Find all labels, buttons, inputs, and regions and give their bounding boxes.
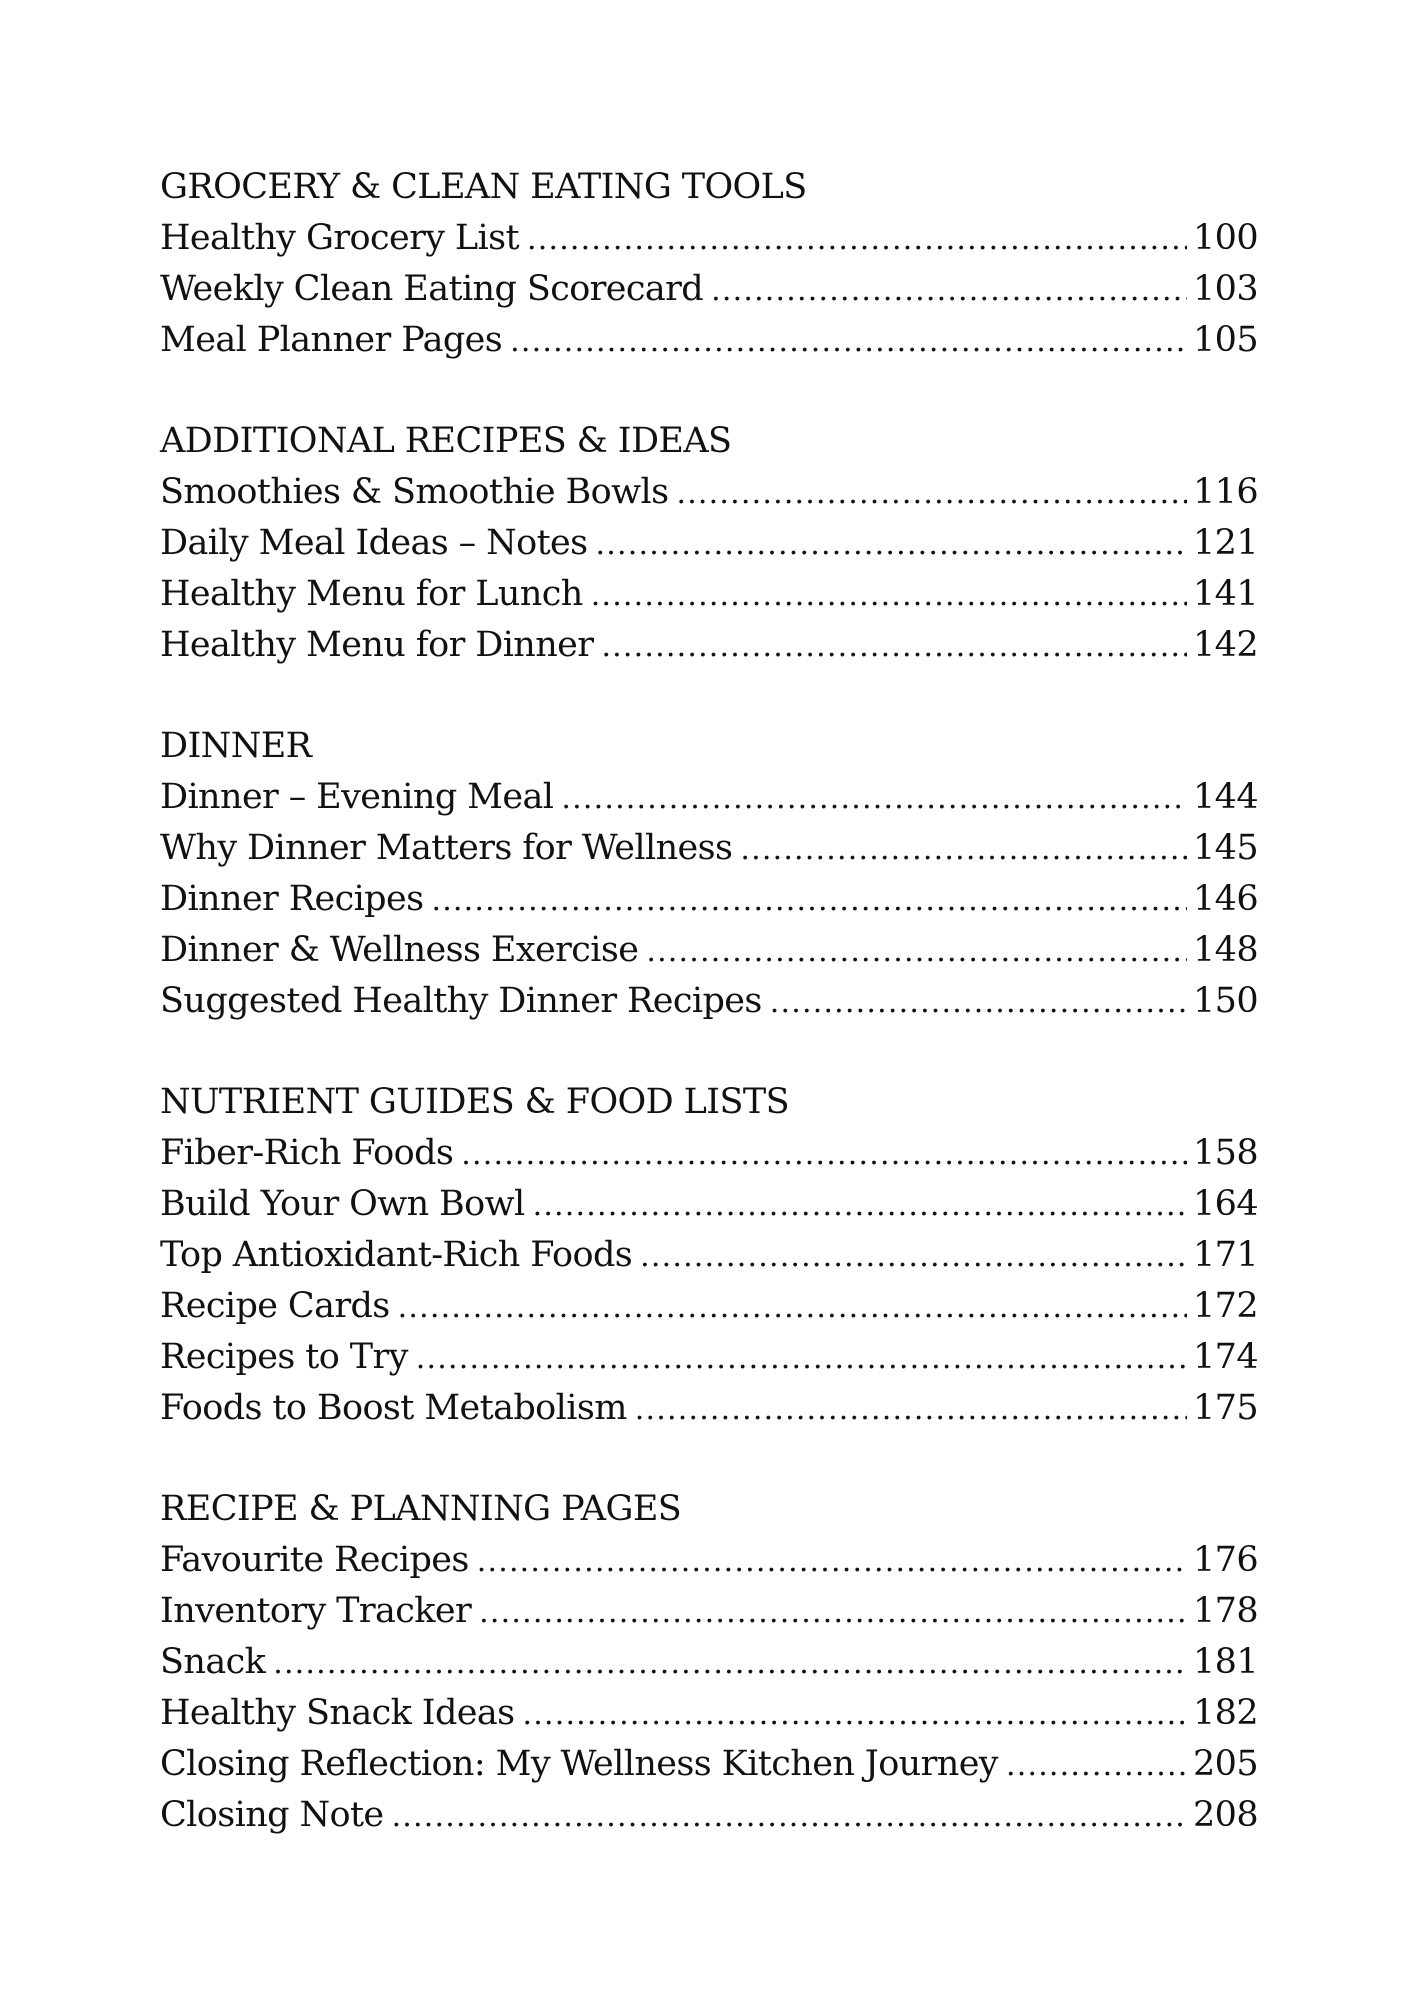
entry-title: Build Your Own Bowl (160, 1184, 525, 1224)
toc-entry[interactable] (160, 1128, 1259, 1179)
entry-page-number: 103 (1193, 269, 1259, 309)
entry-page-number: 158 (1193, 1133, 1259, 1173)
entry-page-number: 141 (1193, 574, 1259, 614)
dot-leader (523, 1689, 1188, 1740)
toc-entry[interactable] (160, 1383, 1259, 1434)
dot-leader (527, 214, 1187, 265)
dot-leader (431, 875, 1187, 926)
entry-title: Healthy Snack Ideas (160, 1693, 515, 1733)
entry-title: Smoothies & Smoothie Bowls (160, 472, 669, 512)
entry-title: Daily Meal Ideas – Notes (160, 523, 588, 563)
dot-leader (1006, 1740, 1187, 1791)
entry-title: Inventory Tracker (160, 1591, 472, 1631)
dot-leader (461, 1129, 1187, 1180)
section-heading: DINNER (160, 726, 312, 766)
entry-page-number: 100 (1193, 218, 1259, 258)
entry-title: Favourite Recipes (160, 1540, 469, 1580)
entry-title: Healthy Menu for Dinner (160, 625, 594, 665)
entry-page-number: 146 (1193, 879, 1259, 919)
toc-entry[interactable] (160, 518, 1259, 569)
toc-entry[interactable] (160, 1230, 1259, 1281)
entry-title: Healthy Menu for Lunch (160, 574, 583, 614)
dot-leader (273, 1638, 1187, 1689)
entry-page-number: 116 (1193, 472, 1259, 512)
entry-page-number: 181 (1193, 1642, 1259, 1682)
entry-page-number: 205 (1193, 1744, 1259, 1784)
dot-leader (601, 621, 1187, 672)
toc-section-recipe-planning (160, 1484, 1259, 1841)
entry-page-number: 145 (1193, 828, 1259, 868)
toc-entry[interactable] (160, 1179, 1259, 1230)
toc-section-grocery (160, 162, 1259, 366)
section-heading: GROCERY & CLEAN EATING TOOLS (160, 167, 807, 207)
entry-page-number: 121 (1193, 523, 1259, 563)
toc-entry[interactable] (160, 620, 1259, 671)
toc-entry[interactable] (160, 1586, 1259, 1637)
entry-title: Suggested Healthy Dinner Recipes (160, 981, 762, 1021)
entry-title: Dinner Recipes (160, 879, 424, 919)
toc-entry[interactable] (160, 976, 1259, 1027)
entry-title: Foods to Boost Metabolism (160, 1388, 627, 1428)
toc-entry[interactable] (160, 264, 1259, 315)
toc-entry[interactable] (160, 213, 1259, 264)
entry-page-number: 144 (1193, 777, 1259, 817)
dot-leader (711, 265, 1187, 316)
toc-entry[interactable] (160, 1790, 1259, 1841)
entry-title: Closing Note (160, 1795, 384, 1835)
dot-leader (740, 824, 1187, 875)
toc-entry[interactable] (160, 569, 1259, 620)
entry-title: Top Antioxidant-Rich Foods (160, 1235, 633, 1275)
entry-title: Snack (160, 1642, 266, 1682)
dot-leader (479, 1587, 1187, 1638)
entry-page-number: 142 (1193, 625, 1259, 665)
toc-entry[interactable] (160, 315, 1259, 366)
entry-page-number: 208 (1193, 1795, 1259, 1835)
section-heading: NUTRIENT GUIDES & FOOD LISTS (160, 1082, 789, 1122)
dot-leader (561, 773, 1187, 824)
section-heading: RECIPE & PLANNING PAGES (160, 1489, 682, 1529)
dot-leader (591, 570, 1187, 621)
entry-page-number: 148 (1193, 930, 1259, 970)
entry-page-number: 174 (1193, 1337, 1259, 1377)
toc-entry[interactable] (160, 1281, 1259, 1332)
entry-title: Recipe Cards (160, 1286, 390, 1326)
entry-title: Fiber-Rich Foods (160, 1133, 454, 1173)
dot-leader (596, 519, 1187, 570)
dot-leader (676, 468, 1187, 519)
dot-leader (510, 316, 1187, 367)
entry-page-number: 105 (1193, 320, 1259, 360)
entry-title: Healthy Grocery List (160, 218, 519, 258)
toc-entry[interactable] (160, 1535, 1259, 1586)
entry-page-number: 176 (1193, 1540, 1259, 1580)
dot-leader (398, 1282, 1187, 1333)
dot-leader (533, 1180, 1187, 1231)
toc-entry[interactable] (160, 467, 1259, 518)
entry-title: Dinner – Evening Meal (160, 777, 554, 817)
entry-title: Why Dinner Matters for Wellness (160, 828, 733, 868)
toc-entry[interactable] (160, 1637, 1259, 1688)
toc-entry[interactable] (160, 1739, 1259, 1790)
entry-page-number: 178 (1193, 1591, 1259, 1631)
toc-entry[interactable] (160, 772, 1259, 823)
entry-title: Recipes to Try (160, 1337, 408, 1377)
toc-entry[interactable] (160, 1332, 1259, 1383)
toc-section-additional-recipes (160, 416, 1259, 671)
section-heading: ADDITIONAL RECIPES & IDEAS (160, 421, 732, 461)
entry-page-number: 175 (1193, 1388, 1259, 1428)
dot-leader (646, 926, 1187, 977)
dot-leader (392, 1791, 1187, 1842)
entry-title: Meal Planner Pages (160, 320, 503, 360)
entry-page-number: 182 (1193, 1693, 1259, 1733)
toc-section-dinner (160, 721, 1259, 1027)
entry-page-number: 172 (1193, 1286, 1259, 1326)
toc-entry[interactable] (160, 1688, 1259, 1739)
dot-leader (416, 1333, 1187, 1384)
entry-page-number: 150 (1193, 981, 1259, 1021)
toc-entry[interactable] (160, 823, 1259, 874)
dot-leader (640, 1231, 1187, 1282)
dot-leader (635, 1384, 1187, 1435)
dot-leader (770, 977, 1187, 1028)
toc-entry[interactable] (160, 925, 1259, 976)
toc-section-nutrient-guides (160, 1077, 1259, 1434)
entry-title: Dinner & Wellness Exercise (160, 930, 639, 970)
toc-entry[interactable] (160, 874, 1259, 925)
entry-title: Closing Reflection: My Wellness Kitchen Journey (160, 1744, 998, 1784)
dot-leader (477, 1536, 1187, 1587)
table-of-contents (160, 162, 1259, 1891)
entry-title: Weekly Clean Eating Scorecard (160, 269, 704, 309)
entry-page-number: 171 (1193, 1235, 1259, 1275)
entry-page-number: 164 (1193, 1184, 1259, 1224)
